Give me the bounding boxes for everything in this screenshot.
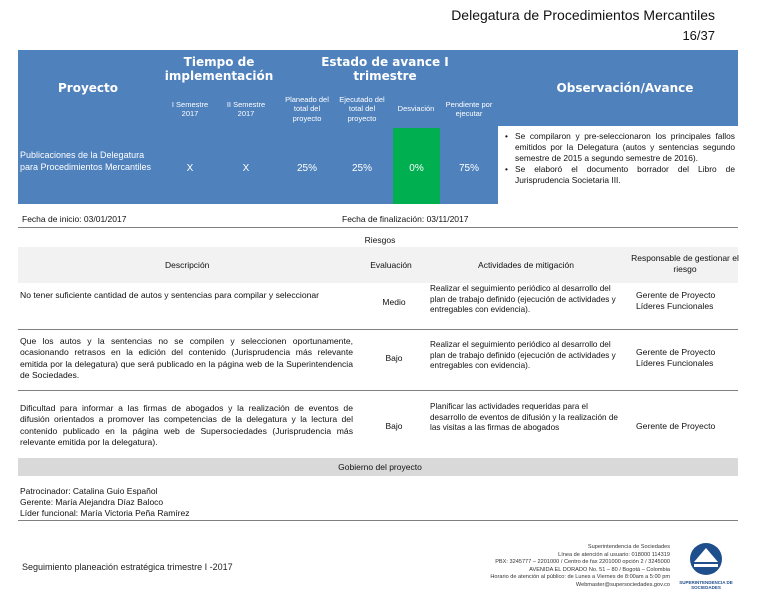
risk-description: Que los autos y la sentencias no se compilen y seleccionen oportunamente, ocasionando retrasos en la edición del contenido (Jurisprudencia más relevante emitida por la delegatura) que será publicado en la página web de la Superintendencia de Sociedades. xyxy=(20,336,353,381)
footer-caption: Seguimiento planeación estratégica trimestre I -2017 xyxy=(22,562,233,572)
contact-line: Horario de atención al público: de Lunes a Viernes de 8:00am a 5:00 pm xyxy=(490,574,670,581)
risk-row-1 xyxy=(18,283,738,329)
subheader-planeado: Planeado del total del proyecto xyxy=(285,94,329,123)
risk-mitigation: Realizar el seguimiento periódico al desarrollo del plan de trabajo definido (ejecución de actividades y entregables con evidencia). xyxy=(430,284,616,315)
risk-responsible: Gerente de Proyecto xyxy=(636,421,716,431)
subheader-semestre-2: II Semestre 2017 xyxy=(226,99,266,118)
subheader-pendiente: Pendiente por ejecutar xyxy=(445,99,493,118)
semestre-2-mark: X xyxy=(242,162,250,174)
header-proyecto: Proyecto xyxy=(57,81,118,96)
fecha-fin: Fecha de finalización: 03/11/2017 xyxy=(342,214,469,224)
logo-text: SUPERINTENDENCIA DE SOCIEDADES xyxy=(679,580,733,591)
contact-line: Línea de atención al usuario: 018000 114319 xyxy=(558,551,670,558)
contact-block xyxy=(420,544,670,589)
gerente: Gerente: María Alejandra Díaz Baloco xyxy=(20,497,164,507)
risk-mitigation: Planificar las actividades requeridas para el desarrollo de eventos de difusión y la realización de las visitas a las firmas de abogados xyxy=(430,402,618,433)
risk-responsible: Gerente de Proyecto Líderes Funcionales xyxy=(636,347,716,369)
risk-description: Dificultad para informar a las firmas de abogados y la realización de eventos de difusión orientados a promover las competencias de la delegatura y la lectura del contenido publicado en la página web de Supersociedades (Jurisprudencia más relevante emitida por la delegatura). xyxy=(20,403,353,448)
fecha-inicio: Fecha de inicio: 03/01/2017 xyxy=(22,214,127,224)
subheader-desviacion: Desviación xyxy=(397,104,435,114)
risk-evaluation: Medio xyxy=(382,297,406,307)
planeado-value: 25% xyxy=(296,162,317,174)
divider xyxy=(18,520,738,521)
observation-item: • Se compilaron y pre-seleccionaron los principales fallos emitidos por la Delegatura (autos y sentencias segundo semestre de 2015 a segundo semestre de 2016). xyxy=(505,131,735,164)
subheader-ejecutado: Ejecutado del total del proyecto xyxy=(339,94,385,123)
header-observacion: Observación/Avance xyxy=(556,81,694,96)
gobierno-title: Gobierno del proyecto xyxy=(338,462,422,472)
semestre-1-mark: X xyxy=(186,162,194,174)
ejecutado-value: 25% xyxy=(351,162,372,174)
riesgos-header-responsable: Responsable de gestionar el riesgo xyxy=(631,253,739,275)
riesgos-header-descripcion: Descripción xyxy=(165,260,210,270)
desviacion-value: 0% xyxy=(409,162,424,174)
header-tiempo: Tiempo de implementación xyxy=(164,55,274,83)
risk-evaluation: Bajo xyxy=(385,421,403,431)
contact-line: Superintendencia de Sociedades xyxy=(587,544,670,550)
divider xyxy=(18,227,738,228)
risk-description: No tener suficiente cantidad de autos y sentencias para compilar y seleccionar xyxy=(20,290,320,300)
pendiente-value: 75% xyxy=(458,162,479,174)
project-name: Publicaciones de la Delegatura para Procedimientos Mercantiles xyxy=(20,150,152,172)
patrocinador: Patrocinador: Catalina Guio Español xyxy=(20,486,158,496)
risk-evaluation: Bajo xyxy=(385,353,403,363)
observation-list xyxy=(505,131,735,186)
header-estado: Estado de avance I trimestre xyxy=(321,55,449,83)
riesgos-title: Riesgos xyxy=(364,235,396,245)
riesgos-header-evaluacion: Evaluación xyxy=(370,260,412,270)
riesgos-header-actividades: Actividades de mitigación xyxy=(478,260,574,270)
risk-row-3 xyxy=(18,391,738,457)
contact-line: AVENIDA EL DORADO No. 51 – 80 / Bogotá – Colombia xyxy=(529,566,670,573)
page-number: 16/37 xyxy=(682,28,715,43)
supersociedades-logo xyxy=(676,540,736,594)
contact-line: Webmaster@supersociedades.gov.co xyxy=(575,581,670,588)
risk-mitigation: Realizar el seguimiento periódico al desarrollo del plan de trabajo definido (ejecución de actividades y entregables con evidencia). xyxy=(430,340,616,371)
contact-line: PBX: 3245777 – 2201000 / Centro de fax 2201000 opción 2 / 3245000 xyxy=(495,559,670,566)
lider-funcional: Líder funcional: María Victoria Peña Ramírez xyxy=(20,508,190,518)
risk-row-2 xyxy=(18,330,738,390)
risk-responsible: Gerente de Proyecto Líderes Funcionales xyxy=(636,290,716,312)
logo-icon xyxy=(676,540,736,580)
subheader-semestre-1: I Semestre 2017 xyxy=(171,99,209,118)
observation-item: • Se elaboró el documento borrador del Libro de Jurisprudencia Societaria III. xyxy=(505,164,735,186)
page-title: Delegatura de Procedimientos Mercantiles xyxy=(451,7,715,23)
